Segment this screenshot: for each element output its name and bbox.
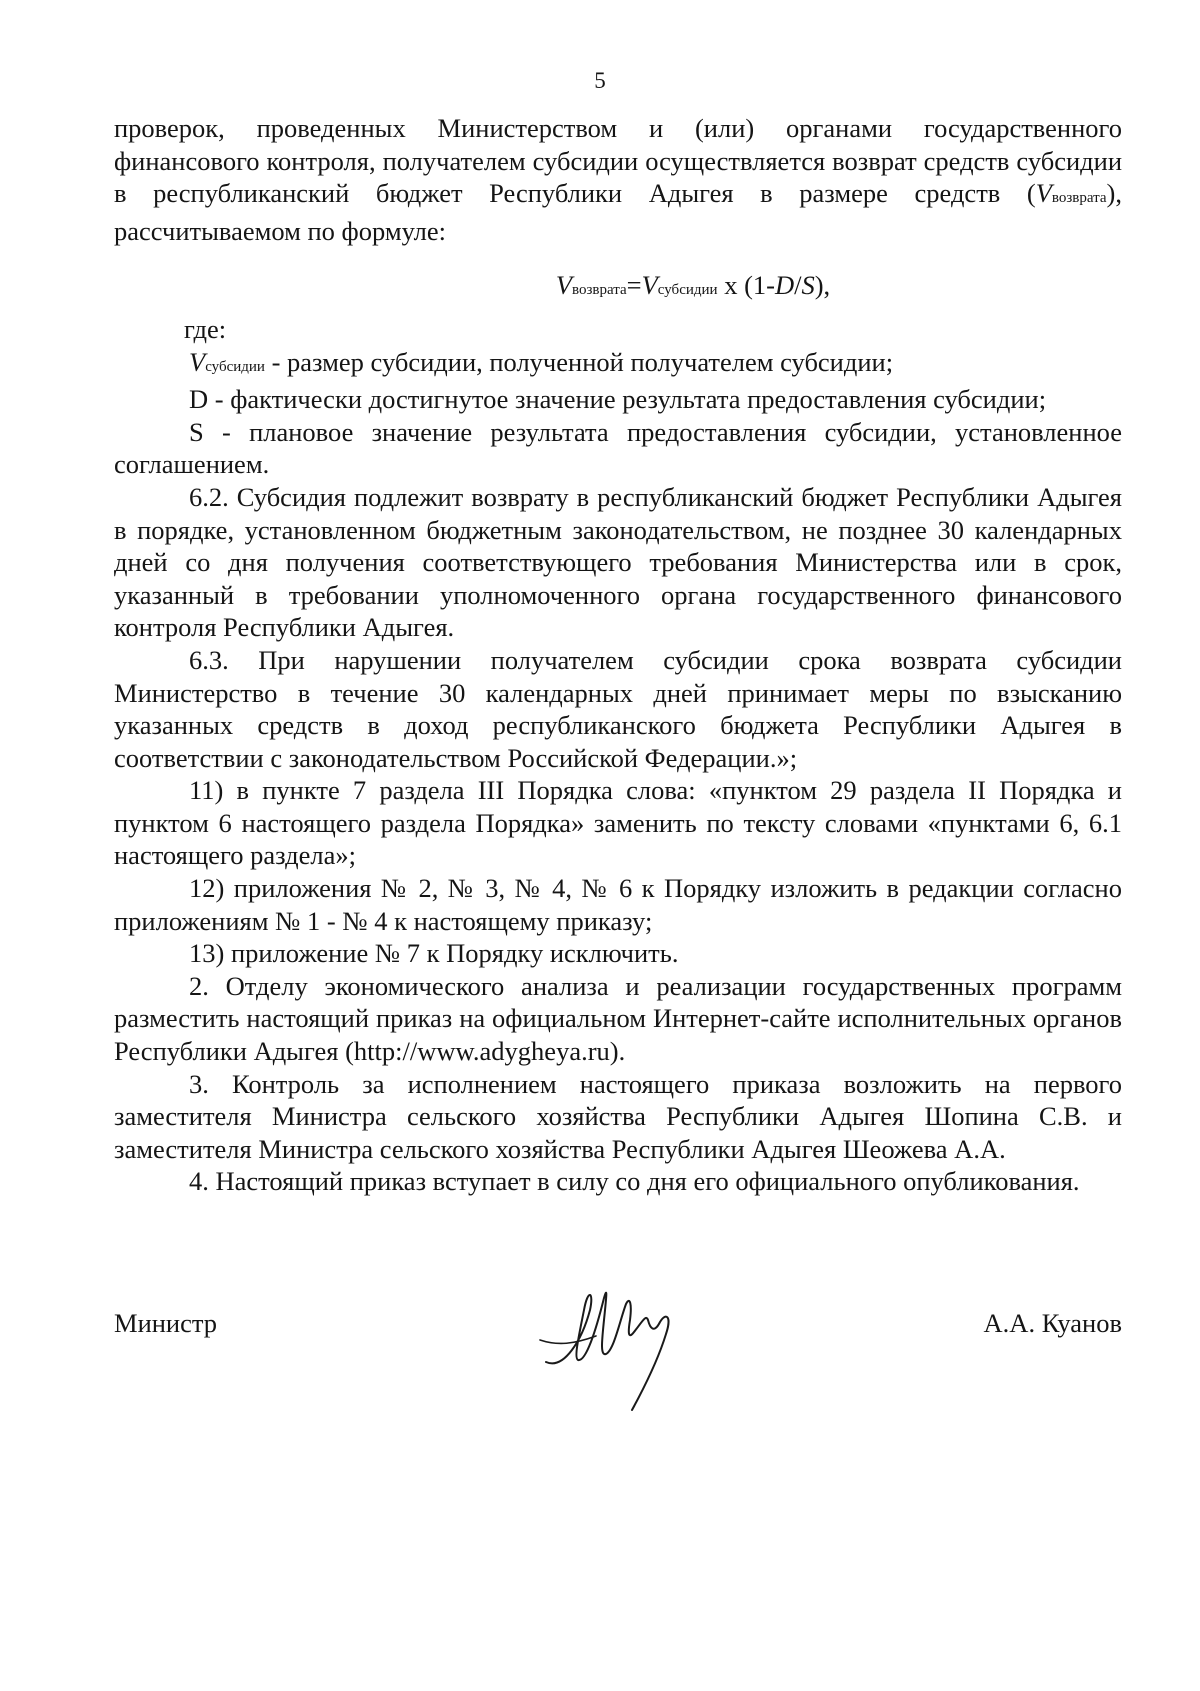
formula-v1: V: [555, 270, 572, 301]
formula-slash: /: [794, 270, 802, 301]
definition-d: D - фактически достигнутое значение результата предоставления субсидии;: [189, 384, 1047, 415]
signatory-name: А.А. Куанов: [983, 1308, 1122, 1338]
formula-rest-before: x (1-: [717, 270, 775, 301]
formula-rest-after: ),: [814, 270, 831, 301]
formula-equals: =: [626, 270, 642, 301]
formula-sub2: субсидии: [657, 282, 718, 299]
intro-variable: V: [1035, 178, 1052, 209]
clause-2: 2. Отделу экономического анализа и реализации государственных программ разместить настоящий приказ на официальном Интернет-сайте исполнительных органов Республики Адыгея (http://www.adygheya.ru).: [114, 970, 1122, 1067]
def-v-variable: V: [189, 346, 206, 377]
clause-4: 4. Настоящий приказ вступает в силу со дня его официального опубликования.: [189, 1166, 1080, 1197]
signatory-title: Министр: [114, 1308, 218, 1338]
paragraph-6-3: 6.3. При нарушении получателем субсидии срока возврата субсидии Министерство в течение 30 календарных дней принимает меры по взысканию указанных средств в доход республиканского бюджета Республики Адыгея в соответствии с законодательством Российской Федерации.»;: [114, 644, 1122, 773]
item-13: 13) приложение № 7 к Порядку исключить.: [189, 938, 679, 969]
intro-variable-subscript: возврата: [1051, 190, 1107, 207]
intro-text-before: проверок, проведенных Министерством и (или) органами государственного финансового контроля, получателем субсидии осуществляется возврат средств субсидии в республиканский бюджет Республики Адыгея в размере средств (: [114, 113, 1122, 209]
intro-text-after: ), рассчитываемом по формуле:: [114, 178, 1122, 246]
definition-s: S - плановое значение результата предоставления субсидии, установленное соглашением.: [114, 416, 1122, 480]
signature-block: [114, 1308, 1122, 1388]
formula-d: D: [774, 270, 795, 301]
document-body: [114, 112, 1122, 1198]
definition-v-subsidy: [114, 346, 1122, 384]
handwritten-signature: [534, 1270, 734, 1420]
formula-s: S: [801, 270, 815, 301]
formula-v2: V: [641, 270, 658, 301]
page-number: 5: [594, 68, 606, 93]
clause-3: 3. Контроль за исполнением настоящего приказа возложить на первого заместителя Министра сельского хозяйства Республики Адыгея Шопина С.В. и заместителя Министра сельского хозяйства Республики Адыгея Шеожева А.А.: [114, 1068, 1122, 1164]
def-v-text: - размер субсидии, полученной получателем субсидии;: [264, 346, 894, 377]
item-11: 11) в пункте 7 раздела III Порядка слова: «пунктом 29 раздела II Порядка и пунктом 6 настоящего раздела Порядка» заменить по тексту словами «пунктами 6, 6.1 настоящего раздела»;: [114, 775, 1122, 871]
intro-paragraph: [114, 112, 1122, 247]
item-12: 12) приложения № 2, № 3, № 4, № 6 к Порядку изложить в редакции согласно приложениям № 1 - № 4 к настоящему приказу;: [114, 873, 1122, 936]
paragraph-6-2: 6.2. Субсидия подлежит возврату в республиканский бюджет Республики Адыгея в порядке, установленном бюджетным законодательством, не позднее 30 календарных дней со дня получения соответствующего требования Министерства или в срок, указанный в требовании уполномоченного органа государственного финансового контроля Республики Адыгея.: [114, 481, 1122, 643]
formula-sub1: возврата: [572, 282, 627, 299]
return-formula: [114, 269, 1122, 307]
def-v-subscript: субсидии: [205, 358, 265, 375]
where-label: где:: [184, 313, 227, 344]
